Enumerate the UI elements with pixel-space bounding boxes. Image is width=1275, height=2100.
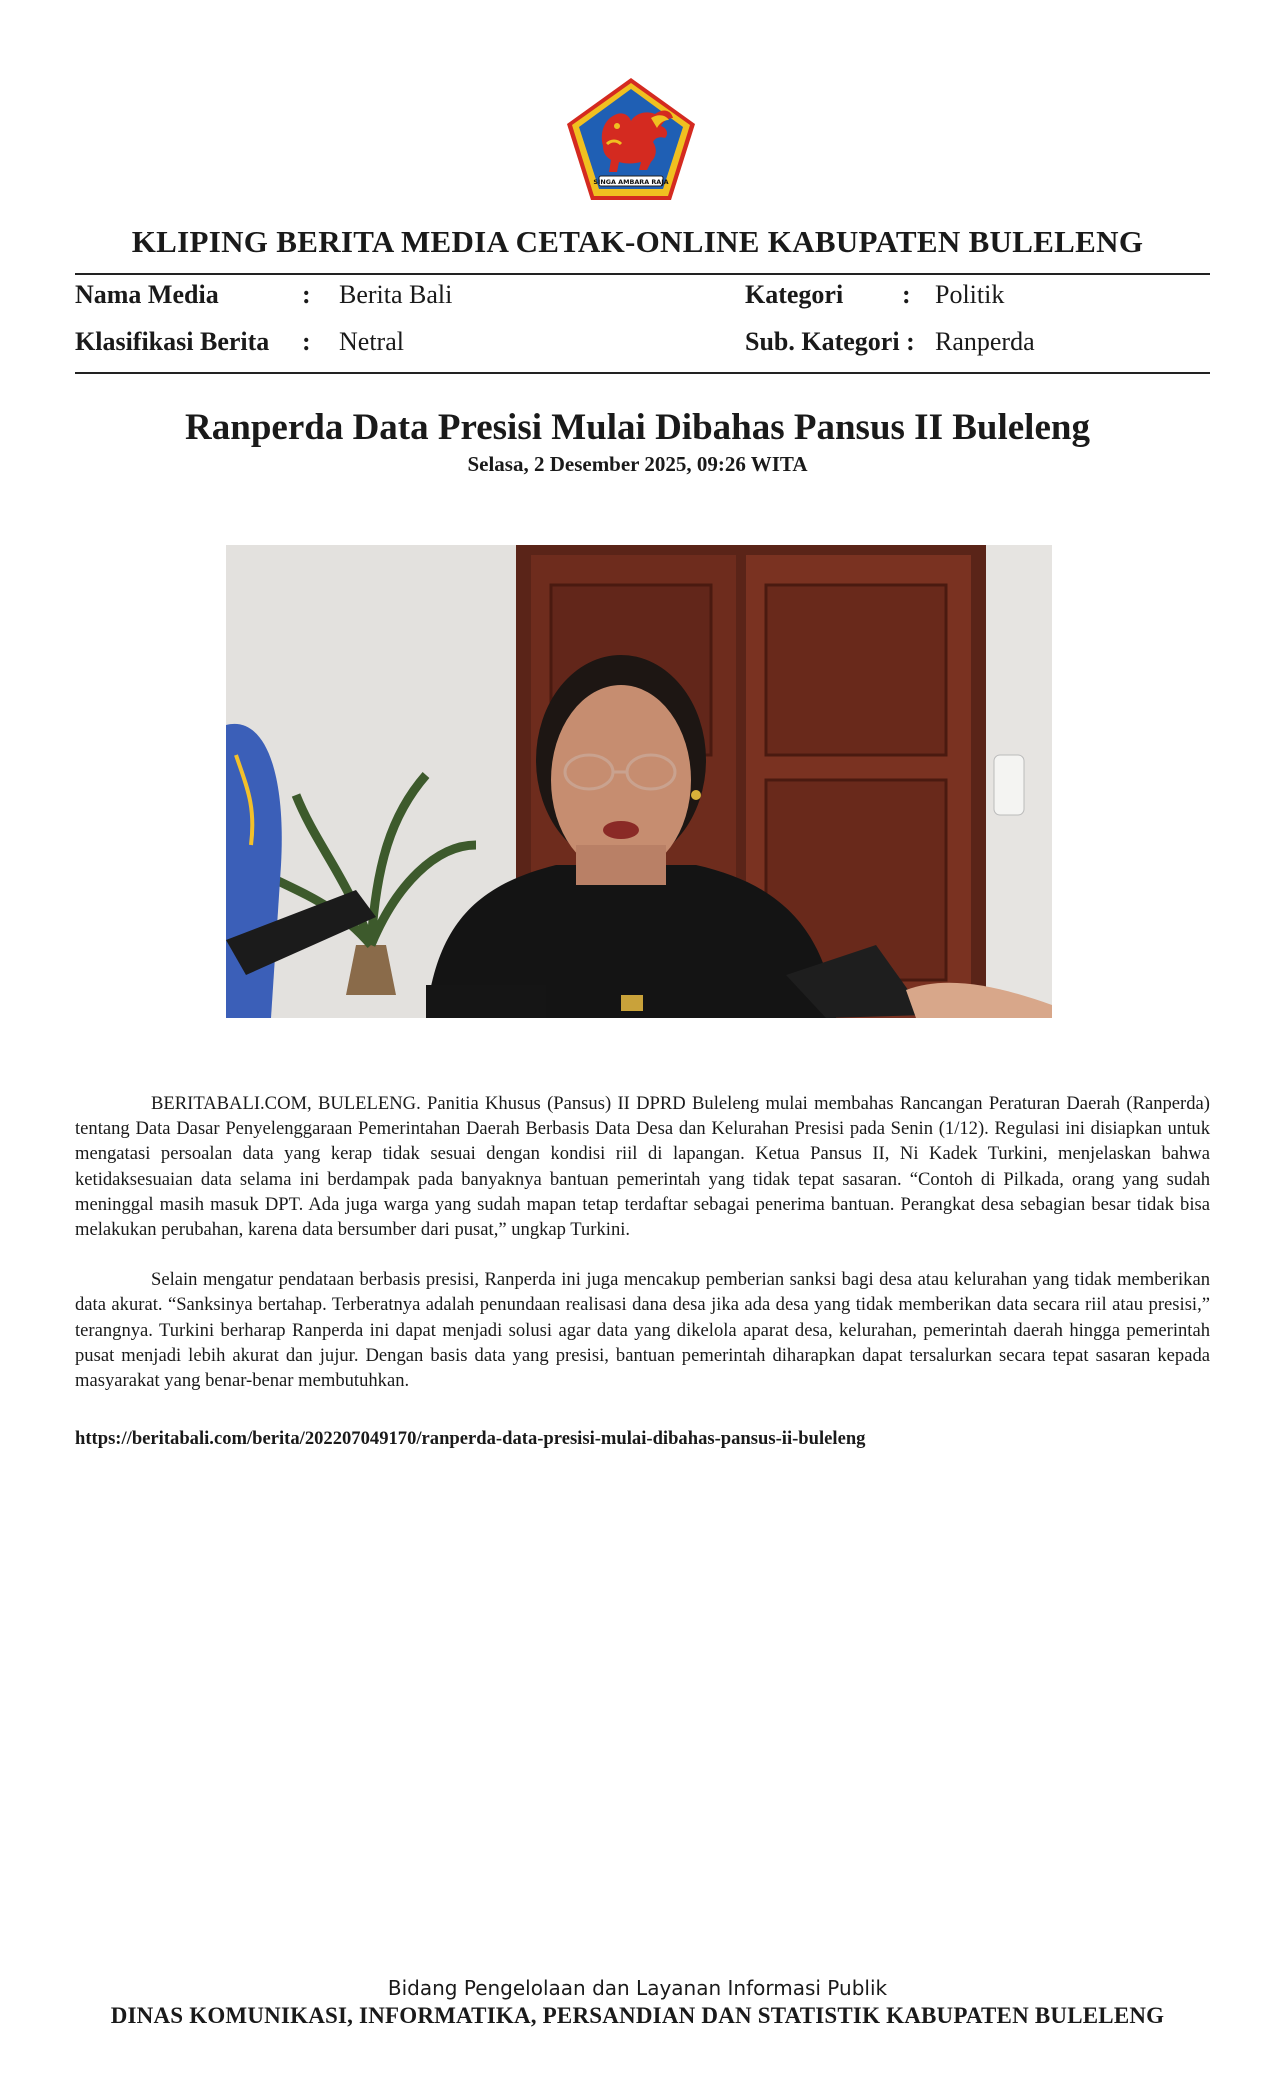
media-separator: : bbox=[302, 280, 311, 309]
article-photo bbox=[226, 545, 1052, 1018]
category-separator: : bbox=[902, 280, 911, 309]
article-dateline: Selasa, 2 Desember 2025, 09:26 WITA bbox=[467, 452, 808, 476]
top-divider bbox=[75, 273, 1210, 275]
classification-value: Netral bbox=[339, 327, 404, 356]
category-label: Kategori bbox=[745, 280, 844, 309]
classification-separator: : bbox=[302, 327, 311, 356]
bottom-divider bbox=[75, 372, 1210, 374]
classification-label: Klasifikasi Berita bbox=[75, 327, 270, 356]
article-headline: Ranperda Data Presisi Mulai Dibahas Pansus II Buleleng bbox=[185, 407, 1090, 448]
footer-agency-name: DINAS KOMUNIKASI, INFORMATIKA, PERSANDIAN DAN STATISTIK KABUPATEN BULELENG bbox=[110, 2003, 1165, 2028]
source-link[interactable]: https://beritabali.com/berita/202207049170/ranperda-data-presisi-mulai-dibahas-pansus-ii-buleleng bbox=[75, 1428, 866, 1449]
category-value: Politik bbox=[935, 280, 1005, 309]
article-paragraph-1: BERITABALI.COM, BULELENG. Panitia Khusus (Pansus) II DPRD Buleleng mulai membahas Rancangan Peraturan Daerah (Ranperda) tentang Data Dasar Penyelenggaraan Pemerintahan Daerah Berbasis Data Desa dan Kelurahan Presisi pada Senin (1/12). Regulasi ini disiapkan untuk mengatasi persoalan data yang kerap tidak sesuai dengan kondisi riil di lapangan. Ketua Pansus II, Ni Kadek Turkini, menjelaskan bahwa ketidaksesuaian data selama ini berdampak pada banyaknya bantuan pemerintah yang tidak tepat sasaran. “Contoh di Pilkada, orang yang sudah meninggal masih masuk DPT. Ada juga warga yang sudah mapan tetap terdaftar sebagai penerima bantuan. Perangkat desa sebagian besar tidak bisa melakukan perubahan, karena data bersumber dari pusat,” ungkap Turkini. bbox=[75, 1093, 1210, 1241]
meta-row-media bbox=[75, 280, 1210, 314]
buleleng-regency-emblem-icon bbox=[563, 74, 699, 204]
footer-unit-name: Bidang Pengelolaan dan Layanan Informasi Publik bbox=[387, 1976, 888, 2000]
article-body bbox=[75, 1091, 1210, 1418]
media-label: Nama Media bbox=[75, 280, 219, 309]
subcategory-value: Ranperda bbox=[935, 327, 1035, 356]
media-value: Berita Bali bbox=[339, 280, 453, 309]
document-title: KLIPING BERITA MEDIA CETAK-ONLINE KABUPATEN BULELENG bbox=[131, 224, 1144, 259]
subcategory-label: Sub. Kategori : bbox=[745, 327, 915, 356]
article-paragraph-2: Selain mengatur pendataan berbasis presisi, Ranperda ini juga mencakup pemberian sanksi bagi desa atau kelurahan yang tidak memberikan data akurat. “Sanksinya bertahap. Terberatnya adalah penundaan realisasi dana desa jika ada desa yang tidak memberikan data secara riil atau presisi,” terangnya. Turkini berharap Ranperda ini dapat menjadi solusi agar data yang dikelola aparat desa, kelurahan, pemerintah daerah hingga pemerintah pusat menjadi lebih akurat dan jujur. Dengan basis data yang presisi, bantuan pemerintah diharapkan dapat tersalurkan secara tepat sasaran kepada masyarakat yang benar-benar membutuhkan. bbox=[75, 1269, 1210, 1392]
logo-motto: SINGA AMBARA RAJA bbox=[593, 178, 669, 186]
meta-row-classification bbox=[75, 327, 1210, 361]
